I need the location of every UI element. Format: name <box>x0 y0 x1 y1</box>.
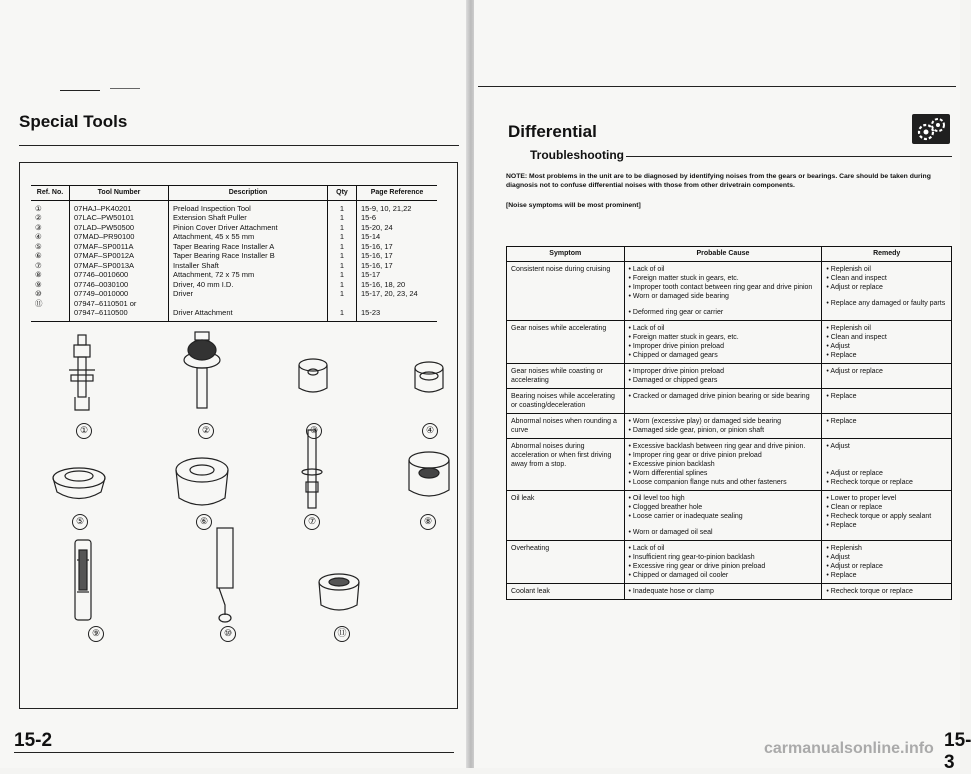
causes <box>624 540 822 583</box>
troubleshooting-table <box>506 246 952 600</box>
callout-number: ③ <box>306 423 322 439</box>
remedy: • Clean or replace <box>826 503 947 512</box>
ref-no: ④ <box>35 232 42 241</box>
page-reference: 15-6 <box>361 213 377 222</box>
ref-no: ⑧ <box>35 270 42 279</box>
cause: • Lack of oil <box>629 265 818 274</box>
tool-number: 07LAD–PW50500 <box>74 222 135 232</box>
cause: • Worn or damaged side bearing <box>629 292 818 301</box>
header-qty: Qty <box>328 186 357 201</box>
cause: • Excessive ring gear or drive pinion preload <box>629 562 818 571</box>
qty: 1 <box>339 213 345 222</box>
bottom-rule <box>14 752 454 753</box>
tool-number: 07MAD–PR90100 <box>74 232 135 241</box>
page-reference: 15-16, 17 <box>361 260 393 270</box>
cause: • Excessive pinion backlash <box>629 460 818 469</box>
ref-no: ① <box>35 203 42 213</box>
description: Attachment, 72 x 75 mm <box>173 270 255 279</box>
symptom: Gear noises while accelerating <box>507 320 625 363</box>
header-remedy: Remedy <box>822 247 952 262</box>
description-column <box>169 200 328 321</box>
cause: • Lack of oil <box>629 544 818 553</box>
cause: • Loose companion flange nuts and other fasteners <box>629 478 818 487</box>
header-ref-no: Ref. No. <box>31 186 70 201</box>
ref-no-column <box>31 200 70 321</box>
remedy: • Adjust or replace <box>826 283 947 292</box>
description: Taper Bearing Race Installer B <box>173 251 275 260</box>
causes <box>624 261 822 320</box>
description: Installer Shaft <box>173 260 219 270</box>
tool-illustrations <box>19 330 456 670</box>
callout-number: ⑨ <box>88 626 104 642</box>
subtitle-rule <box>626 156 952 157</box>
remedy: • Replace any damaged or faulty parts <box>826 299 947 308</box>
cause: • Improper tooth contact between ring gear and drive pinion <box>629 283 818 292</box>
header-page-reference: Page Reference <box>357 186 438 201</box>
tool-5-taper-bearing-race-installer-a-illustration <box>53 468 105 499</box>
table-row <box>507 583 952 599</box>
cause: • Worn (excessive play) or damaged side bearing <box>629 417 818 426</box>
remedy: • Adjust or replace <box>826 562 947 571</box>
qty-column <box>328 200 357 321</box>
noise-note: [Noise symptoms will be most prominent] <box>506 202 641 209</box>
tool-1-preload-inspection-tool-illustration <box>69 335 95 410</box>
remedy: • Replenish oil <box>826 265 947 274</box>
cause: • Improper drive pinion preload <box>629 367 818 376</box>
qty: 1 <box>339 279 345 289</box>
qty: 1 <box>339 289 345 298</box>
table-row <box>507 388 952 413</box>
remedy: • Replace <box>826 351 947 360</box>
ref-no: ② <box>35 213 42 222</box>
causes <box>624 388 822 413</box>
causes <box>624 413 822 438</box>
callout-number: ④ <box>422 423 438 439</box>
page-number: 15-2 <box>14 730 53 751</box>
causes <box>624 363 822 388</box>
callout-number: ① <box>76 423 92 439</box>
tool-3-pinion-cover-driver-attachment-illustration <box>299 359 327 392</box>
section-title: Differential <box>508 122 597 141</box>
cause: • Chipped or damaged gears <box>629 351 818 360</box>
remedies <box>822 388 952 413</box>
remedies <box>822 438 952 490</box>
cause: • Foreign matter stuck in gears, etc. <box>629 274 818 283</box>
page-reference: 15-14 <box>361 232 381 241</box>
remedy: • Replace <box>826 417 947 426</box>
cause: • Improper drive pinion preload <box>629 342 818 351</box>
tool-number: 07746–0010600 <box>74 270 129 279</box>
callout-number: ② <box>198 423 214 439</box>
causes <box>624 490 822 540</box>
cause: • Damaged or chipped gears <box>629 376 818 385</box>
description: Pinion Cover Driver Attachment <box>173 222 278 232</box>
page-reference: 15-16, 18, 20 <box>361 279 406 289</box>
qty: 1 <box>339 308 345 317</box>
remedy: • Adjust <box>826 553 947 562</box>
page-reference: 15-17, 20, 23, 24 <box>361 289 418 298</box>
qty: 1 <box>339 203 345 213</box>
ref-no: ⑤ <box>35 241 42 251</box>
qty: 1 <box>339 241 345 251</box>
callout-number: ⑩ <box>220 626 236 642</box>
qty: 1 <box>339 270 345 279</box>
table-row <box>507 438 952 490</box>
symptom: Gear noises while coasting or accelerating <box>507 363 625 388</box>
description: Driver <box>173 289 193 298</box>
tool-number: 07MAF–SP0011A <box>74 241 134 251</box>
tool-6-taper-bearing-race-installer-b-illustration <box>176 458 228 505</box>
cause: • Excessive backlash between ring gear and drive pinion. <box>629 442 818 451</box>
causes <box>624 438 822 490</box>
tool-4-attachment-45x55-illustration <box>415 362 443 392</box>
cause: • Chipped or damaged oil cooler <box>629 571 818 580</box>
page-reference-column <box>357 200 438 321</box>
causes <box>624 583 822 599</box>
table-row <box>507 363 952 388</box>
description <box>173 299 323 309</box>
page-reference: 15-16, 17 <box>361 241 393 251</box>
symptom: Consistent noise during cruising <box>507 261 625 320</box>
symptom: Oil leak <box>507 490 625 540</box>
ref-no: ⑩ <box>35 289 42 298</box>
page-number: 15-3 <box>944 730 971 773</box>
callout-number: ⑦ <box>304 514 320 530</box>
tool-8-attachment-72x75-illustration <box>409 452 449 496</box>
tool-7-installer-shaft-illustration <box>302 430 322 508</box>
remedy: • Clean and inspect <box>826 333 947 342</box>
table-row <box>507 540 952 583</box>
description: Taper Bearing Race Installer A <box>173 241 275 251</box>
callout-number: ⑧ <box>420 514 436 530</box>
ref-no: ③ <box>35 222 42 232</box>
tool-number: 07746–0030100 <box>74 279 129 289</box>
header-tool-number: Tool Number <box>70 186 169 201</box>
qty: 1 <box>339 232 345 241</box>
page-reference: 15-9, 10, 21,22 <box>361 203 412 213</box>
special-tools-table <box>31 185 437 322</box>
cause: • Insufficient ring gear-to-pinion backlash <box>629 553 818 562</box>
table-row <box>507 320 952 363</box>
remedy: • Adjust <box>826 442 947 451</box>
symptom: Bearing noises while accelerating or coasting/deceleration <box>507 388 625 413</box>
cause: • Damaged side gear, pinion, or pinion shaft <box>629 426 818 435</box>
page-reference: 15-17 <box>361 270 381 279</box>
remedy: • Replace <box>826 392 947 401</box>
remedies <box>822 363 952 388</box>
cause: • Lack of oil <box>629 324 818 333</box>
cause: • Improper ring gear or drive pinion preload <box>629 451 818 460</box>
remedies <box>822 490 952 540</box>
table-row <box>507 261 952 320</box>
table-row <box>507 490 952 540</box>
remedy: • Replenish oil <box>826 324 947 333</box>
scan-mark <box>110 88 140 89</box>
qty <box>332 299 352 309</box>
header-symptom: Symptom <box>507 247 625 262</box>
description: Extension Shaft Puller <box>173 213 247 222</box>
remedy: • Replenish <box>826 544 947 553</box>
tool-number-column <box>70 200 169 321</box>
remedy: • Recheck torque or replace <box>826 587 947 596</box>
cause: • Clogged breather hole <box>629 503 818 512</box>
symptom: Overheating <box>507 540 625 583</box>
page-reference: 15-23 <box>361 308 381 317</box>
title-rule <box>19 145 459 146</box>
page-number-block <box>944 730 971 774</box>
cause: • Worn or damaged oil seal <box>629 528 818 537</box>
tool-number: 07LAC–PW50101 <box>74 213 135 222</box>
remedy: • Recheck torque or apply sealant <box>826 512 947 521</box>
qty: 1 <box>339 222 345 232</box>
ref-no: ⑦ <box>35 260 42 270</box>
remedy: • Adjust or replace <box>826 367 947 376</box>
tool-number: 07HAJ–PK40201 <box>74 203 132 213</box>
page-reference <box>361 299 433 309</box>
remedies <box>822 261 952 320</box>
section-subtitle: Troubleshooting <box>530 148 624 162</box>
remedy: • Lower to proper level <box>826 494 947 503</box>
remedy: • Replace <box>826 571 947 580</box>
remedies <box>822 540 952 583</box>
ref-no: ⑨ <box>35 279 42 289</box>
tool-9-driver-40mm-illustration <box>75 540 91 620</box>
cause: • Oil level too high <box>629 494 818 503</box>
cause: • Loose carrier or inadequate sealing <box>629 512 818 521</box>
remedies <box>822 583 952 599</box>
callout-number: ⑥ <box>196 514 212 530</box>
remedy: • Clean and inspect <box>826 274 947 283</box>
description: Driver Attachment <box>173 308 233 317</box>
tool-number: 07947–6110500 <box>74 308 128 317</box>
causes <box>624 320 822 363</box>
left-page <box>0 0 468 768</box>
remedy: • Adjust <box>826 342 947 351</box>
ref-no: ⑪ <box>35 298 43 308</box>
description: Driver, 40 mm I.D. <box>173 279 234 289</box>
symptom: Abnormal noises during acceleration or when first driving away from a stop. <box>507 438 625 490</box>
cause: • Inadequate hose or clamp <box>629 587 818 596</box>
description: Attachment, 45 x 55 mm <box>173 232 255 241</box>
note-text: NOTE: Most problems in the unit are to be diagnosed by identifying noises from the gears or bearings. Care should be taken during diagnosis not to confuse differential noises with those from other drivetrain components. <box>506 173 931 189</box>
cause: • Worn differential splines <box>629 469 818 478</box>
header-description: Description <box>169 186 328 201</box>
description: Preload Inspection Tool <box>173 203 251 213</box>
scan-mark <box>60 90 100 91</box>
tool-number: 07MAF–SP0013A <box>74 260 135 270</box>
gear-icon <box>912 114 950 144</box>
remedy: • Recheck torque or replace <box>826 478 947 487</box>
page-reference: 15-20, 24 <box>361 222 393 232</box>
callout-number: ⑪ <box>334 626 350 642</box>
remedies <box>822 320 952 363</box>
page-reference: 15-16, 17 <box>361 251 393 260</box>
callout-number: ⑤ <box>72 514 88 530</box>
qty: 1 <box>339 251 345 260</box>
tool-number: 07MAF–SP0012A <box>74 251 135 260</box>
remedy: • Replace <box>826 521 947 530</box>
cause: • Foreign matter stuck in gears, etc. <box>629 333 818 342</box>
qty: 1 <box>339 260 345 270</box>
symptom: Abnormal noises when rounding a curve <box>507 413 625 438</box>
tool-10-driver-illustration <box>217 528 233 622</box>
header-probable-cause: Probable Cause <box>624 247 822 262</box>
ref-no: ⑥ <box>35 251 42 260</box>
cause: • Deformed ring gear or carrier <box>629 308 818 317</box>
top-rule <box>478 86 956 87</box>
cause: • Cracked or damaged drive pinion bearing or side bearing <box>629 392 818 401</box>
symptom: Coolant leak <box>507 583 625 599</box>
remedies <box>822 413 952 438</box>
remedy: • Adjust or replace <box>826 469 947 478</box>
watermark: carmanualsonline.info <box>764 740 934 757</box>
tool-11-driver-attachment-illustration <box>319 574 359 610</box>
tool-number: 07749–0010000 <box>74 289 129 298</box>
table-row <box>507 413 952 438</box>
tool-number: 07947–6110501 or <box>74 298 137 308</box>
page-title: Special Tools <box>19 112 128 131</box>
tool-2-extension-shaft-puller-illustration <box>184 332 220 408</box>
